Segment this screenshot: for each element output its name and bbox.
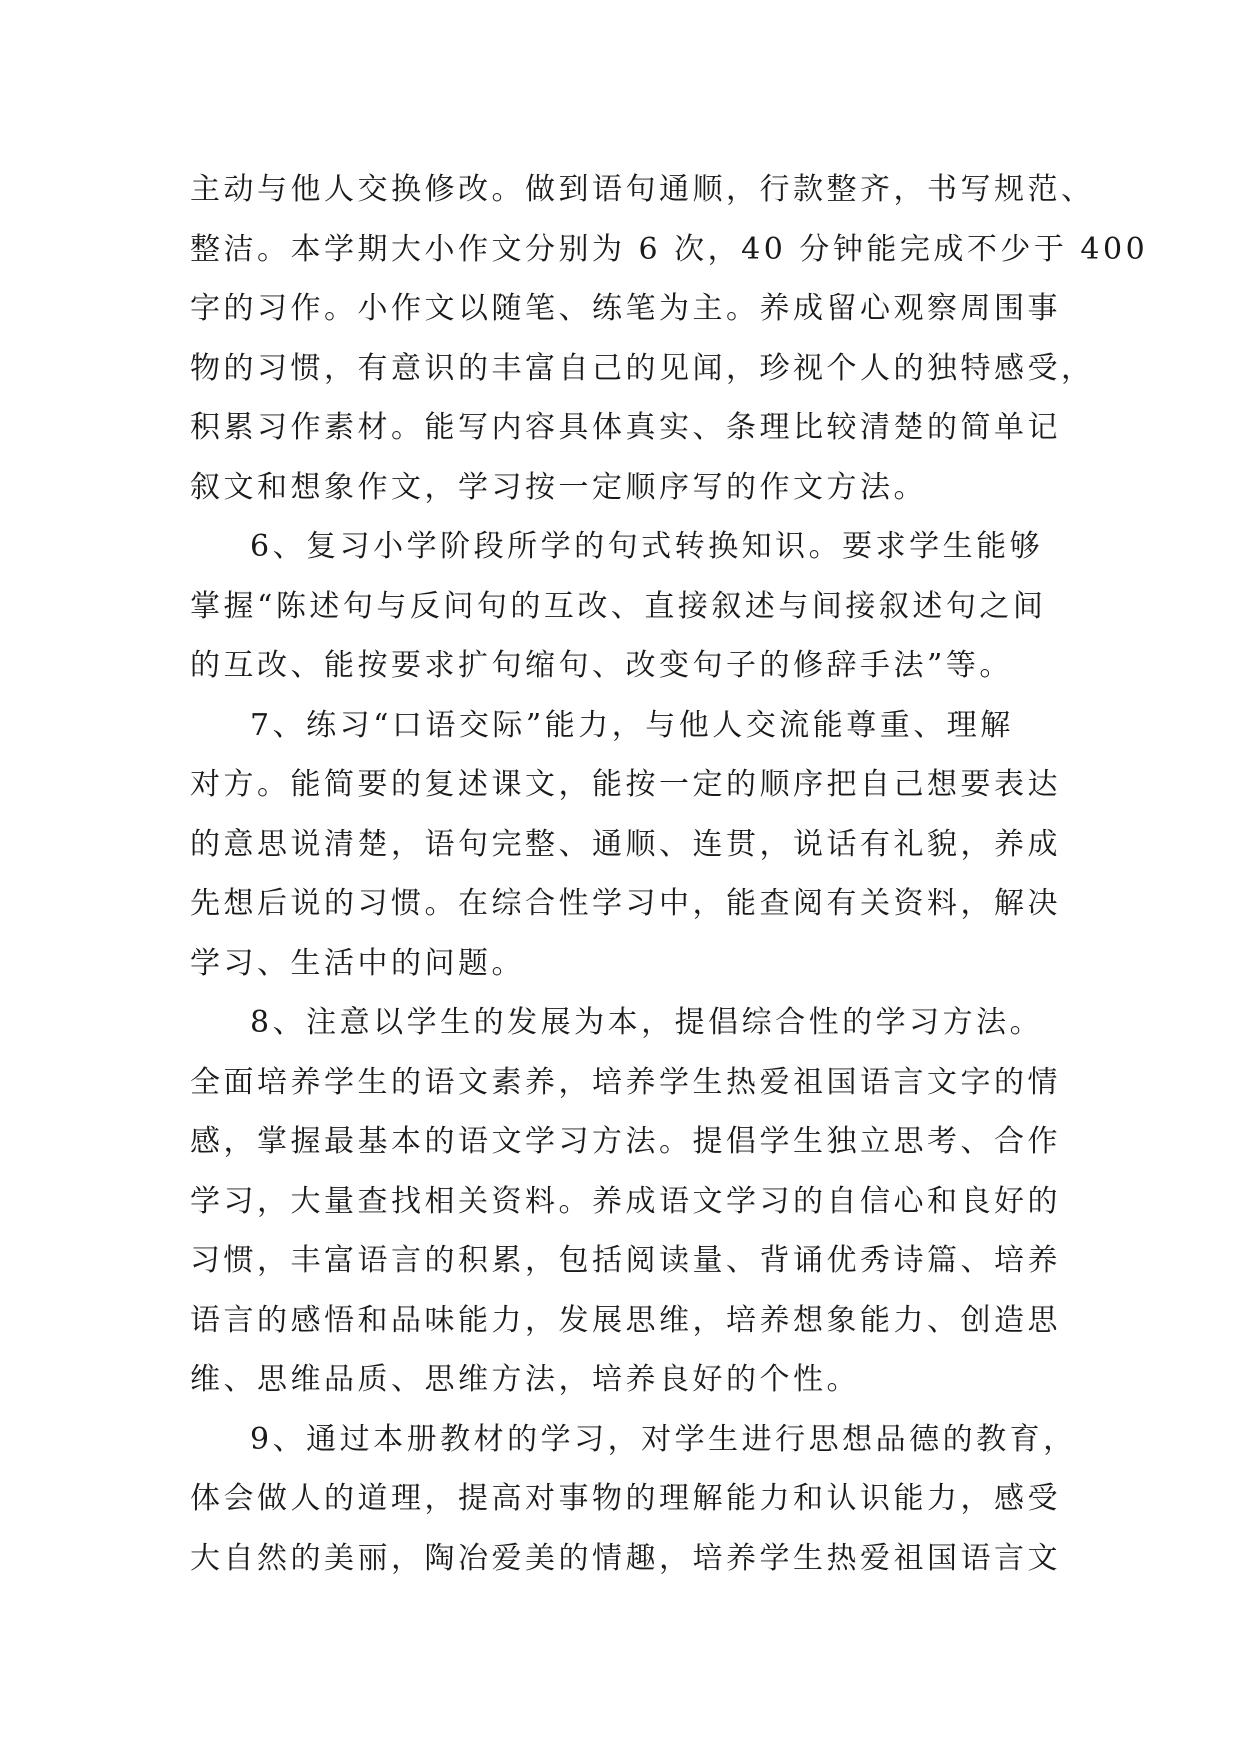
text-line: 积累习作素材。能写内容具体真实、条理比较清楚的简单记 [190, 410, 1061, 445]
text-line: 叙文和想象作文，学习按一定顺序写的作文方法。 [190, 469, 927, 505]
text-line: 感，掌握最基本的语文学习方法。提倡学生独立思考、合作 [190, 1124, 1061, 1159]
text-line: 物的习惯，有意识的丰富自己的见闻，珍视个人的独特感受， [190, 350, 1095, 386]
text-line: 对方。能简要的复述课文，能按一定的顺序把自己想要表达 [190, 767, 1061, 802]
text-line: 全面培养学生的语文素养，培养学生热爱祖国语言文字的情 [190, 1064, 1061, 1100]
text-line: 体会做人的道理，提高对事物的理解能力和认识能力，感受 [190, 1481, 1061, 1516]
text-line: 主动与他人交换修改。做到语句通顺，行款整齐，书写规范、 [190, 172, 1095, 207]
paragraph-start-line: 6、复习小学阶段所学的句式转换知识。要求学生能够 [250, 529, 1044, 564]
paragraph-start-line: 7、练习“口语交际”能力，与他人交流能尊重、理解 [250, 707, 1014, 743]
text-line: 语言的感悟和品味能力，发展思维，培养想象能力、创造思 [190, 1302, 1061, 1338]
text-line: 的互改、能按要求扩句缩句、改变句子的修辞手法”等。 [190, 648, 1013, 683]
text-line: 先想后说的习惯。在综合性学习中，能查阅有关资料，解决 [190, 886, 1061, 921]
text-line: 字的习作。小作文以随笔、练笔为主。养成留心观察周围事 [190, 291, 1061, 326]
text-line: 掌握“陈述句与反问句的互改、直接叙述与间接叙述句之间 [190, 588, 1047, 624]
paragraph-start-line: 9、通过本册教材的学习，对学生进行思想品德的教育， [250, 1421, 1077, 1457]
text-line: 的意思说清楚，语句完整、通顺、连贯，说话有礼貌，养成 [190, 826, 1061, 862]
text-line: 大自然的美丽，陶冶爱美的情趣，培养学生热爱祖国语言文 [190, 1540, 1061, 1576]
paragraph-start-line: 8、注意以学生的发展为本，提倡综合性的学习方法。 [250, 1005, 1044, 1040]
text-line: 学习，大量查找相关资料。养成语文学习的自信心和良好的 [190, 1183, 1061, 1219]
text-line: 学习、生活中的问题。 [190, 945, 525, 981]
text-line: 整洁。本学期大小作文分别为 6 次，40 分钟能完成不少于 400 [190, 231, 1149, 267]
body-text [190, 160, 1149, 1588]
text-line: 习惯，丰富语言的积累，包括阅读量、背诵优秀诗篇、培养 [190, 1243, 1061, 1278]
text-line: 维、思维品质、思维方法，培养良好的个性。 [190, 1362, 860, 1397]
